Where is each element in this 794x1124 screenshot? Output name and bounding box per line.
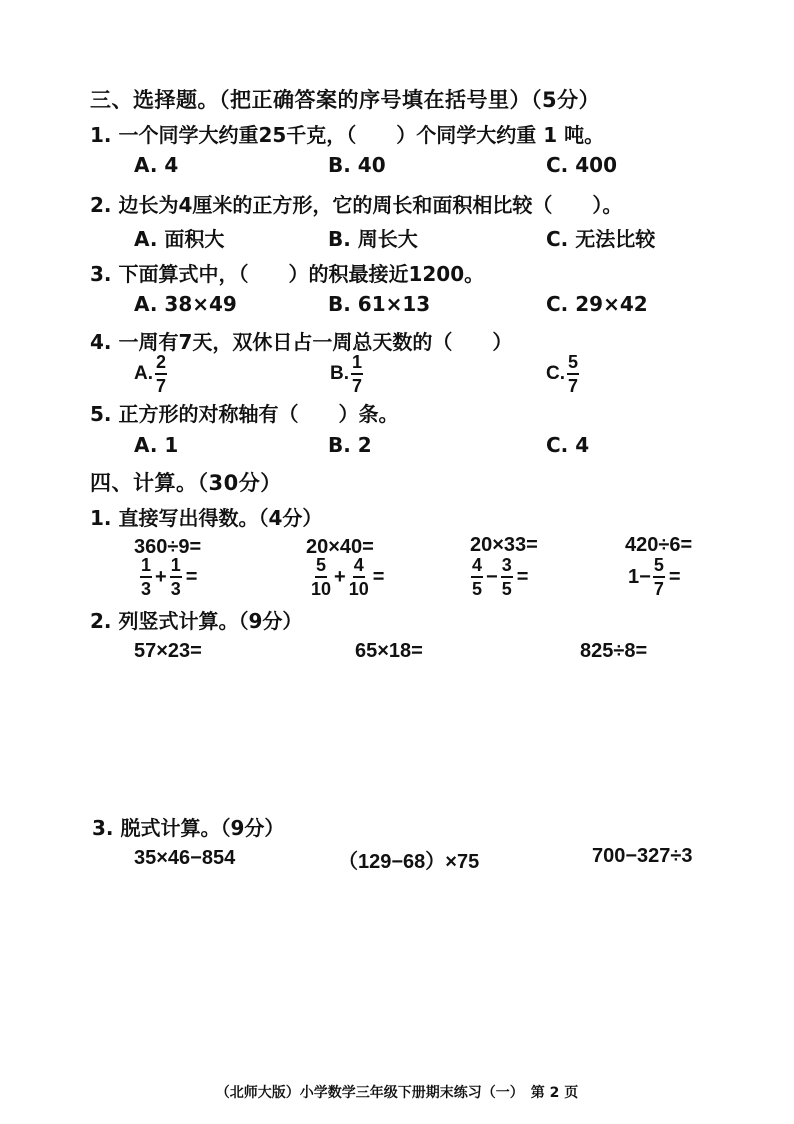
operator: + — [155, 565, 167, 588]
fraction — [351, 353, 363, 395]
operator: − — [486, 565, 498, 588]
vertical-calc-2: 65×18= — [355, 640, 423, 662]
denominator: 7 — [653, 579, 664, 599]
denominator: 5 — [472, 579, 483, 599]
vertical-calc-3: 825÷8= — [580, 640, 648, 662]
mental-calc-1: 360÷9= — [134, 536, 202, 558]
part-3-title: 3. 脱式计算。（9分） — [92, 816, 285, 840]
denominator: 3 — [170, 579, 181, 599]
denominator: 5 — [501, 579, 512, 599]
question-2: 2. 边长为4厘米的正方形，它的周长和面积相比较（ ）。 — [90, 193, 623, 217]
q3-option-a: A. 38×49 — [134, 292, 237, 316]
q1-option-c: C. 400 — [546, 153, 617, 177]
fraction-calc-3 — [471, 556, 528, 598]
q1-option-a: A. 4 — [134, 153, 179, 177]
mental-calc-3: 20×33= — [470, 534, 538, 556]
denominator: 7 — [568, 376, 579, 396]
fraction — [349, 556, 369, 598]
fraction — [311, 556, 331, 598]
denominator: 7 — [156, 376, 167, 396]
denominator: 10 — [348, 579, 369, 599]
question-4: 4. 一周有7天，双休日占一周总天数的（ ） — [90, 330, 513, 354]
whole-number-minus: 1− — [628, 565, 651, 588]
part-2-title: 2. 列竖式计算。（9分） — [90, 609, 303, 633]
fraction — [140, 556, 152, 598]
numerator: 5 — [315, 556, 327, 578]
q3-option-b: B. 61×13 — [328, 292, 431, 316]
operator: + — [334, 565, 346, 588]
numerator: 1 — [351, 353, 363, 375]
numerator: 4 — [471, 556, 483, 578]
q2-option-c: C. 无法比较 — [546, 227, 656, 251]
step-calc-2: （129−68）×75 — [338, 851, 480, 873]
mental-calc-2: 20×40= — [306, 536, 374, 558]
equals-sign: = — [185, 565, 198, 588]
fraction-calc-4 — [628, 556, 681, 598]
denominator: 7 — [352, 376, 363, 396]
mental-calc-4: 420÷6= — [625, 534, 693, 556]
vertical-calc-1: 57×23= — [134, 640, 202, 662]
fraction — [155, 353, 167, 395]
numerator: 2 — [155, 353, 167, 375]
section-3-title: 三、选择题。（把正确答案的序号填在括号里）（5分） — [90, 88, 601, 112]
question-3: 3. 下面算式中，（ ）的积最接近1200。 — [90, 262, 485, 286]
question-1: 1. 一个同学大约重25千克，（ ）个同学大约重 1 吨。 — [90, 123, 605, 147]
question-5: 5. 正方形的对称轴有（ ）条。 — [90, 402, 399, 426]
step-calc-3: 700−327÷3 — [592, 845, 693, 867]
q4-option-c — [546, 353, 579, 395]
fraction — [170, 556, 182, 598]
numerator: 5 — [653, 556, 665, 578]
option-label: A. — [134, 363, 153, 384]
equals-sign: = — [668, 565, 681, 588]
fraction — [653, 556, 665, 598]
numerator: 1 — [140, 556, 152, 578]
fraction-calc-1 — [140, 556, 197, 598]
numerator: 1 — [170, 556, 182, 578]
equals-sign: = — [516, 565, 529, 588]
q2-option-b: B. 周长大 — [328, 227, 418, 251]
part-1-title: 1. 直接写出得数。（4分） — [90, 506, 323, 530]
numerator: 4 — [353, 556, 365, 578]
q5-option-c: C. 4 — [546, 433, 590, 457]
q4-option-b — [330, 353, 363, 395]
option-label: B. — [330, 363, 349, 384]
denominator: 3 — [141, 579, 152, 599]
q4-option-a — [134, 353, 167, 395]
q5-option-b: B. 2 — [328, 433, 372, 457]
fraction — [471, 556, 483, 598]
option-label: C. — [546, 363, 565, 384]
numerator: 5 — [567, 353, 579, 375]
fraction — [567, 353, 579, 395]
denominator: 10 — [311, 579, 332, 599]
numerator: 3 — [501, 556, 513, 578]
section-4-title: 四、计算。（30分） — [90, 471, 282, 495]
q5-option-a: A. 1 — [134, 433, 179, 457]
q3-option-c: C. 29×42 — [546, 292, 648, 316]
fraction — [501, 556, 513, 598]
equals-sign: = — [372, 565, 385, 588]
page-footer: （北师大版）小学数学三年级下册期末练习（一） 第 2 页 — [215, 1085, 579, 1101]
q1-option-b: B. 40 — [328, 153, 386, 177]
step-calc-1: 35×46−854 — [134, 847, 236, 869]
q2-option-a: A. 面积大 — [134, 227, 225, 251]
fraction-calc-2 — [311, 556, 384, 598]
